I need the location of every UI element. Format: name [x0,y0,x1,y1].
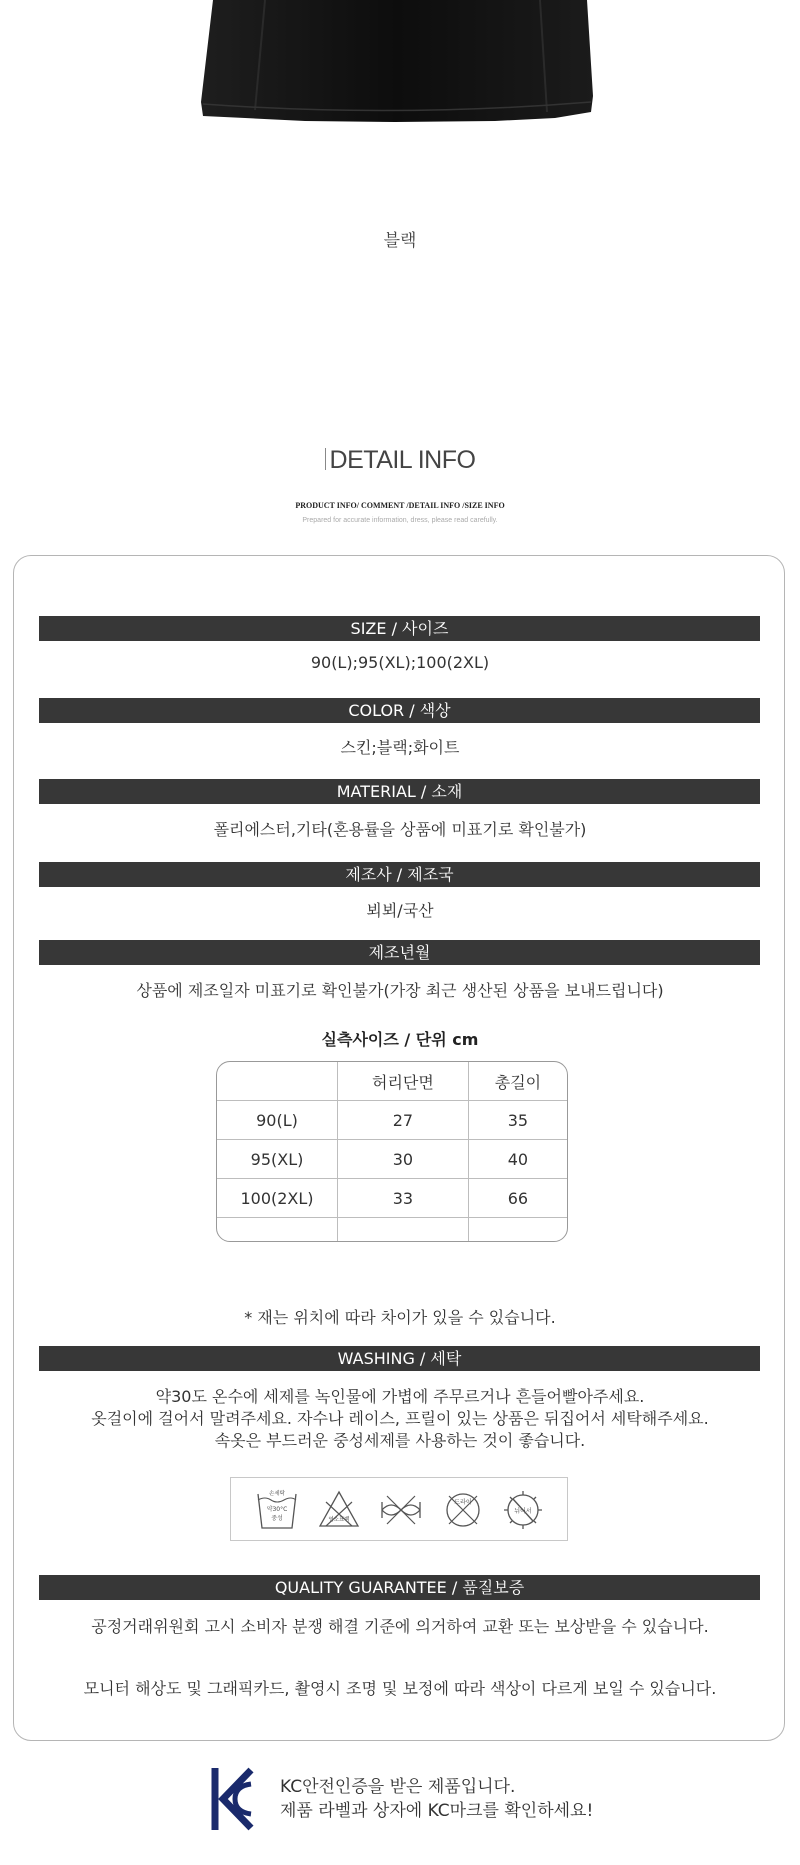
size-table [216,1061,568,1242]
hand-wash-text: 중성 [271,1515,283,1522]
table-row [217,1218,567,1243]
table-cell: 27 [338,1101,469,1140]
quality-header: QUALITY GUARANTEE / 품질보증 [39,1575,760,1600]
material-header: MATERIAL / 소재 [39,779,760,804]
color-caption: 블랙 [383,231,417,251]
size-table-title: 실측사이즈 / 단위 cm [321,1030,479,1049]
table-cell: 66 [468,1179,567,1218]
table-header-row [217,1062,567,1101]
hand-wash-text: 손세탁 [269,1491,285,1497]
washing-line: 옷걸이에 걸어서 말려주세요. 자수나 레이스, 프릴이 있는 상품은 뒤집어서 세탁해주세요. [91,1409,709,1428]
wash-icons-box [230,1477,568,1541]
washing-line: 약30도 온수에 세제를 녹인물에 가볍에 주무르거나 흔들어빨아주세요. [155,1387,645,1406]
size-value: 90(L);95(XL);100(2XL) [310,653,490,672]
washing-text [0,1386,800,1452]
quality-line-1: 공정거래위원회 고시 소비자 분쟁 해결 기준에 의거하여 교환 또는 보상받을 수 있습니다. [91,1617,709,1636]
table-header-cell [217,1062,338,1101]
detail-info-title [0,446,800,475]
kc-notice [280,1775,593,1823]
no-dryclean-icon [441,1488,485,1532]
table-cell: 95(XL) [217,1140,338,1179]
size-header: SIZE / 사이즈 [39,616,760,641]
table-cell [338,1218,469,1243]
hand-wash-text: 약30°C [266,1506,288,1513]
detail-title-text: DETAIL INFO [329,446,476,474]
kc-line-1: KC안전인증을 받은 제품입니다. [280,1777,516,1797]
table-header-cell: 총길이 [468,1062,567,1101]
shade-dry-icon [501,1488,545,1532]
color-header: COLOR / 색상 [39,698,760,723]
quality-line-2: 모니터 해상도 및 그래픽카드, 촬영시 조명 및 보정에 따라 색상이 다르게 보일 수 있습니다. [83,1679,717,1698]
washing-line: 속옷은 부드러운 중성세제를 사용하는 것이 좋습니다. [214,1431,586,1450]
hand-wash-icon [255,1488,299,1532]
table-cell: 40 [468,1140,567,1179]
date-header: 제조년월 [39,940,760,965]
table-row [217,1179,567,1218]
title-divider [325,448,326,470]
no-dryclean-text: 드라이 [454,1499,472,1506]
size-table-note: * 재는 위치에 따라 차이가 있을 수 있습니다. [244,1308,556,1327]
no-bleach-icon [317,1488,361,1532]
material-value: 폴리에스터,기타(혼용률을 상품에 미표기로 확인불가) [213,820,587,839]
table-row [217,1101,567,1140]
date-value: 상품에 제조일자 미표기로 확인불가(가장 최근 생산된 상품을 보내드립니다) [136,981,664,1000]
kc-line-2: 제품 라벨과 상자에 KC마크를 확인하세요! [280,1801,594,1821]
kc-mark-icon [209,1764,255,1834]
detail-subtitle: PRODUCT INFO/ COMMENT /DETAIL INFO /SIZE INFO [295,501,505,510]
no-wring-icon [379,1488,423,1532]
washing-header: WASHING / 세탁 [39,1346,760,1371]
table-header-cell: 허리단면 [338,1062,469,1101]
product-photo [195,0,605,122]
table-row [217,1140,567,1179]
maker-value: 뵈뵈/국산 [366,901,434,920]
detail-note: Prepared for accurate information, dress, please read carefully. [302,517,498,524]
table-cell: 33 [338,1179,469,1218]
table-cell [217,1218,338,1243]
color-value: 스킨;블랙;화이트 [340,738,460,757]
table-cell [468,1218,567,1243]
table-cell: 100(2XL) [217,1179,338,1218]
table-cell: 30 [338,1140,469,1179]
shade-dry-text: 뉘어서 [514,1508,532,1515]
no-bleach-text: 염소표백 [328,1517,350,1523]
table-cell: 35 [468,1101,567,1140]
maker-header: 제조사 / 제조국 [39,862,760,887]
table-cell: 90(L) [217,1101,338,1140]
